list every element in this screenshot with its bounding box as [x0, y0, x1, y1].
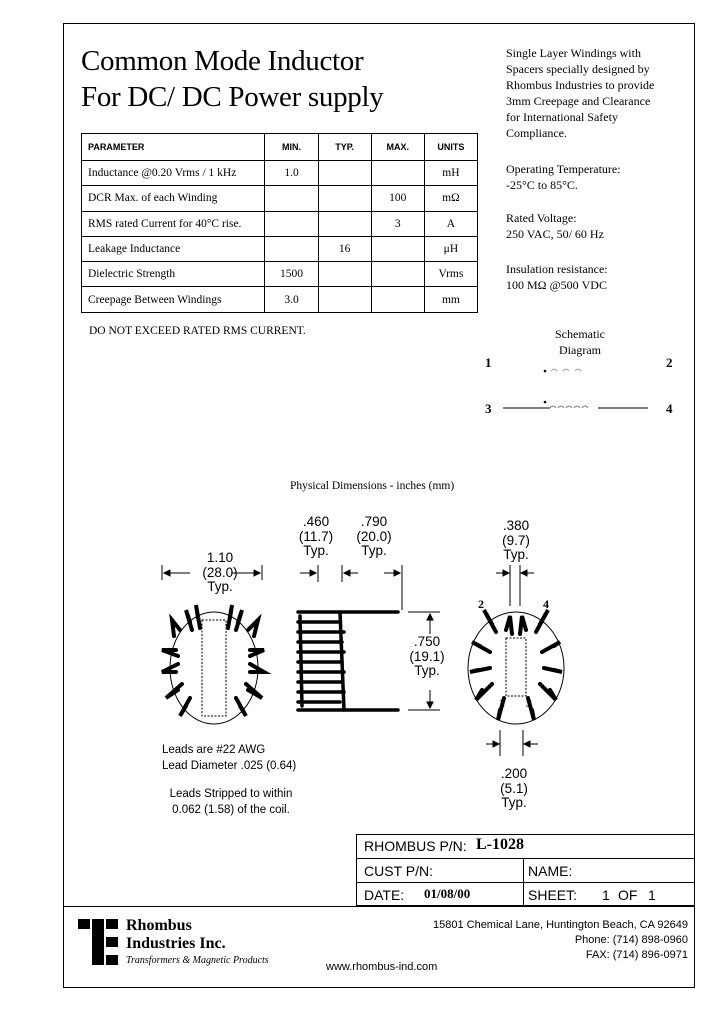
row-units: A [424, 211, 477, 236]
strip-note [156, 786, 306, 818]
company-tagline: Transformers & Magnetic Products [126, 955, 269, 966]
op-temp-value: -25°C to 85°C. [506, 178, 578, 192]
col-max: MAX. [371, 134, 424, 161]
pn-label: RHOMBUS P/N: [364, 838, 467, 854]
schematic-title-line1: Schematic [555, 327, 605, 341]
description-line: Spacers specially designed by [506, 62, 650, 76]
sheet-value: 1 [602, 887, 610, 903]
spec-table [81, 133, 478, 313]
dim-750-typ: Typ. [414, 663, 440, 678]
dim-790-mm: (20.0) [356, 528, 392, 544]
row-typ [318, 186, 371, 211]
row-param: Leakage Inductance [82, 236, 265, 261]
bottom-pin-4: 4 [543, 597, 549, 611]
col-units: UNITS [424, 134, 477, 161]
op-temp-label: Operating Temperature: [506, 162, 621, 176]
row-param: Creepage Between Windings [82, 287, 265, 312]
description-notes [506, 45, 686, 141]
row-units: mm [424, 287, 477, 312]
row-param: DCR Max. of each Winding [82, 186, 265, 211]
row-max [371, 287, 424, 312]
col-typ: TYP. [318, 134, 371, 161]
description-line: Rhombus Industries to provide [506, 78, 655, 92]
dim-200-typ: Typ. [501, 795, 527, 810]
rms-warning: DO NOT EXCEED RATED RMS CURRENT. [89, 325, 306, 337]
row-max [371, 161, 424, 186]
dim-790-typ: Typ. [361, 543, 387, 558]
row-min: 1.0 [265, 161, 318, 186]
lead-diameter: Lead Diameter .025 (0.64) [162, 760, 297, 772]
row-units: Vrms [424, 262, 477, 287]
title-block [356, 834, 695, 906]
row-typ: 16 [318, 236, 371, 261]
dim-460-typ: Typ. [303, 543, 329, 558]
dim-750-mm: (19.1) [409, 648, 445, 664]
row-min: 3.0 [265, 287, 318, 312]
schematic-title [540, 326, 620, 358]
cust-pn-label: CUST P/N: [364, 863, 433, 879]
schematic-pin-3: 3 [485, 401, 492, 416]
dim-380-inch: .380 [502, 518, 530, 533]
row-min [265, 236, 318, 261]
sheet-label: SHEET: [528, 887, 578, 903]
of-label: OF [618, 887, 638, 903]
description-line: Single Layer Windings with [506, 46, 641, 60]
physical-dimension-drawing [150, 560, 570, 770]
bottom-pin-3: 3 [526, 696, 532, 710]
dim-460-inch: .460 [302, 514, 330, 529]
dim-460-mm: (11.7) [298, 528, 334, 544]
dimensions-title: Physical Dimensions - inches (mm) [290, 480, 455, 492]
row-max: 3 [371, 211, 424, 236]
row-min: 1500 [265, 262, 318, 287]
table-row [82, 161, 478, 186]
description-line: Compliance. [506, 126, 567, 140]
insulation-value: 100 MΩ @500 VDC [506, 278, 607, 292]
dim-790 [346, 515, 402, 559]
spec-table-header [82, 134, 478, 161]
title-block-rule-1 [356, 858, 695, 859]
company-website[interactable]: www.rhombus-ind.com [326, 961, 438, 973]
schematic-pin-4: 4 [666, 401, 673, 416]
dim-200-inch: .200 [500, 766, 528, 781]
company-name [126, 917, 226, 953]
row-min [265, 186, 318, 211]
company-name-line2: Industries Inc. [126, 935, 226, 952]
dim-200 [486, 767, 542, 811]
row-max [371, 236, 424, 261]
dim-790-inch: .790 [360, 514, 388, 529]
of-value: 1 [648, 887, 656, 903]
rhombus-logo-icon [78, 919, 120, 965]
row-units: μH [424, 236, 477, 261]
row-max [371, 262, 424, 287]
title-line-1: Common Mode Inductor [81, 45, 364, 77]
footer-rule [63, 906, 695, 907]
row-typ [318, 161, 371, 186]
rated-voltage-label: Rated Voltage: [506, 211, 577, 225]
title-block-divider [523, 858, 524, 906]
col-min: MIN. [265, 134, 318, 161]
dim-110-mm: (28.0) [202, 564, 238, 580]
dim-380-typ: Typ. [503, 547, 529, 562]
row-min [265, 211, 318, 236]
dim-380-mm: (9.7) [502, 532, 530, 548]
company-fax: FAX: (714) 896-0971 [585, 949, 688, 961]
row-units: mH [424, 161, 477, 186]
description-line: 3mm Creepage and Clearance [506, 94, 651, 108]
row-param: RMS rated Current for 40°C rise. [82, 211, 265, 236]
pn-value: L-1028 [476, 836, 524, 853]
company-phone: Phone: (714) 898-0960 [574, 934, 688, 946]
row-typ [318, 211, 371, 236]
company-name-line1: Rhombus [126, 917, 192, 934]
row-max: 100 [371, 186, 424, 211]
leads-note [162, 742, 296, 774]
table-row [82, 262, 478, 287]
dim-460 [288, 515, 344, 559]
col-parameter: PARAMETER [82, 134, 265, 161]
schematic-pin-1: 1 [485, 355, 492, 370]
strip-note-line2: 0.062 (1.58) of the coil. [172, 804, 290, 816]
company-contact [380, 918, 688, 963]
table-row [82, 236, 478, 261]
insulation-label: Insulation resistance: [506, 262, 608, 276]
row-units: mΩ [424, 186, 477, 211]
bottom-pin-1: 1 [499, 696, 505, 710]
schematic-diagram [495, 360, 665, 420]
bottom-pin-2: 2 [478, 597, 484, 611]
company-address: 15801 Chemical Lane, Huntington Beach, CA 92649 [432, 919, 688, 931]
leads-awg: Leads are #22 AWG [162, 744, 266, 756]
operating-temp [506, 161, 621, 193]
dim-110-inch: 1.10 [206, 550, 234, 565]
dim-380 [488, 519, 544, 563]
table-row [82, 186, 478, 211]
dim-750-inch: .750 [413, 634, 441, 649]
schematic-title-line2: Diagram [559, 343, 601, 357]
rated-voltage-value: 250 VAC, 50/ 60 Hz [506, 227, 604, 241]
row-typ [318, 262, 371, 287]
table-row [82, 287, 478, 312]
dim-200-mm: (5.1) [500, 780, 528, 796]
row-typ [318, 287, 371, 312]
name-label: NAME: [528, 863, 573, 879]
row-param: Inductance @0.20 Vrms / 1 kHz [82, 161, 265, 186]
title-line-2: For DC/ DC Power supply [81, 81, 384, 113]
row-param: Dielectric Strength [82, 262, 265, 287]
date-value: 01/08/00 [424, 886, 471, 901]
strip-note-line1: Leads Stripped to within [169, 788, 293, 800]
date-label: DATE: [364, 887, 405, 903]
title-block-rule-2 [356, 882, 695, 883]
schematic-pin-2: 2 [666, 355, 673, 370]
rated-voltage [506, 210, 604, 242]
insulation-resistance [506, 261, 608, 293]
description-line: for International Safety [506, 110, 618, 124]
table-row [82, 211, 478, 236]
dim-110-typ: Typ. [207, 579, 233, 594]
